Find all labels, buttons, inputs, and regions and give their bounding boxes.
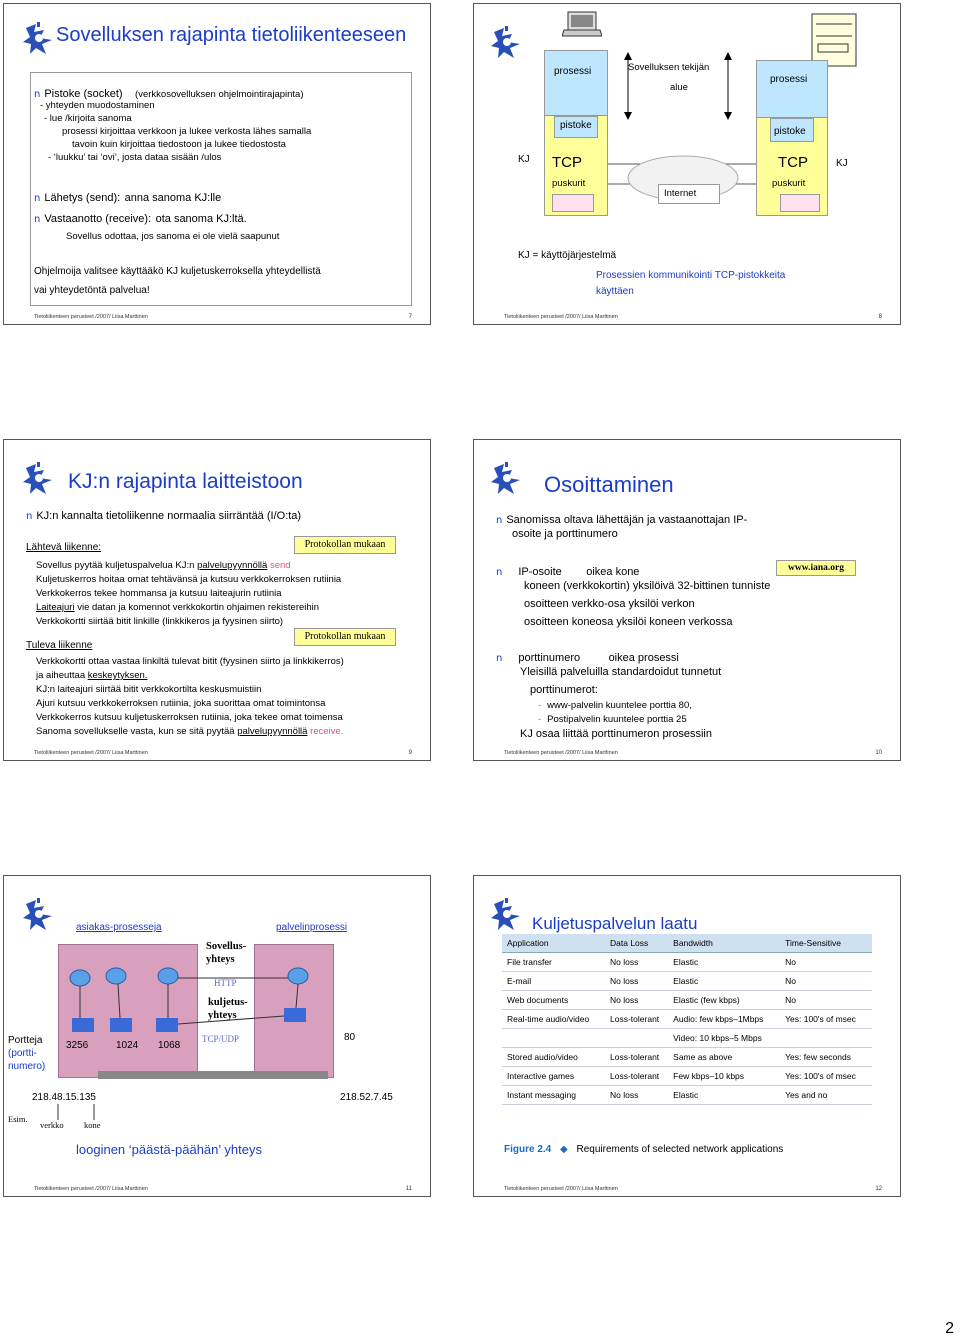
table-header-cell: Application [502,934,608,953]
laptop-icon [562,10,602,38]
figure-caption: Figure 2.4 ◆ Requirements of selected network applications [504,1144,784,1155]
transport-connection-label: kuljetus- yhteys [208,997,248,1021]
text-line: - www-palvelin kuuntelee porttia 80, [538,700,692,711]
table-cell: Yes: few seconds [783,1048,872,1067]
slide-number: 9 [408,750,412,756]
text-line: - Postipalvelin kuuntelee porttia 25 [538,714,687,725]
internet-label: Internet [664,188,697,199]
text-line: Kuljetuskerros hoitaa omat tehtävänsä ja kutsuu verkkokerroksen rutiinia [36,574,342,585]
os-definition: KJ = käyttöjärjestelmä [518,250,617,261]
example-label: Esim. [8,1114,28,1124]
http-label: HTTP [214,978,237,988]
table-cell: No [783,972,872,991]
ip-pointer-icon [38,1102,108,1122]
square-bullet-icon: n [34,89,41,100]
table-cell: Loss-tolerant [608,1010,671,1029]
university-logo-icon [490,462,524,496]
diagram-caption: Prosessien kommunikointi TCP-pistokkeita [596,270,786,281]
text-line: Verkkokerros kutsuu kuljetuskerroksen rutiinia, joka tekee omat toimensa [36,712,343,723]
table-cell: No loss [608,953,671,972]
slide-10 [473,439,901,761]
text-line: osoitteen verkko-osa yksilöi verkon [524,598,695,610]
text-line: ja aiheuttaa keskeytyksen. [36,670,148,681]
protocol-note: Protokollan mukaan [294,628,396,646]
text-line: Ajuri kutsuu verkkokerroksen rutiinia, joka suorittaa omat toimintonsa [36,698,326,709]
table-row [502,1010,872,1029]
table-header-cell: Bandwidth [671,934,783,953]
process-label: prosessi [770,74,808,85]
slide-title: Kuljetuspalvelun laatu [532,914,698,933]
table-cell: Elastic [671,953,783,972]
table-cell: Loss-tolerant [608,1048,671,1067]
client-processes-label: asiakas-prosesseja [76,922,162,933]
text-line: Sovellus pyytää kuljetuspalvelua KJ:n palvelupyynnöllä send [36,560,291,571]
square-bullet-icon: n [496,515,503,526]
square-bullet-icon: n [26,511,33,522]
square-bullet-icon: n [34,214,41,225]
table-cell: Elastic [671,1086,783,1105]
bullet-line: n porttinumero oikea prosessi [496,652,679,664]
iana-link[interactable]: www.iana.org [776,560,856,576]
square-bullet-icon: n [496,567,503,578]
table-cell: Loss-tolerant [608,1067,671,1086]
text-line: Sanoma sovellukselle vasta, kun se sitä pyytää palvelupyynnöllä receive. [36,726,344,737]
footer: Tietoliikenteen perusteet /2007/ Liisa Marttinen [504,1186,618,1192]
right-process-box [756,60,828,118]
table-cell: Yes and no [783,1086,872,1105]
university-logo-icon [22,898,56,932]
bullet-line: n Vastaanotto (receive): ota sanoma KJ:ltä. [34,213,247,225]
text-line: Verkkokortti siirtää bitit linkille (linkkikeros ja fyysinen siirto) [36,616,284,627]
tcp-label: TCP [778,154,808,171]
incoming-heading: Tuleva liikenne [26,640,93,651]
server-ip-address: 218.52.7.45 [340,1092,393,1103]
text-line: - ‘luukku’ tai ‘ovi’, josta dataa sisään /ulos [48,152,222,163]
footer: Tietoliikenteen perusteet /2007/ Liisa Marttinen [34,314,148,320]
logical-connection-label: looginen ‘päästä-päähän’ yhteys [76,1142,262,1157]
university-logo-icon [22,22,56,56]
server-process-label: palvelinprosessi [276,922,348,933]
table-cell: Elastic (few kbps) [671,991,783,1010]
table-row [502,1067,872,1086]
square-bullet-icon: n [34,193,41,204]
text-line: Sovellus odottaa, jos sanoma ei ole vielä saapunut [66,231,280,242]
table-cell: Same as above [671,1048,783,1067]
table-cell: File transfer [502,953,608,972]
slide-11 [3,875,431,1197]
text-line: osoite ja porttinumero [512,528,618,540]
client-ip-address: 218.48.15.135 [32,1092,96,1103]
port-number: 1024 [116,1040,139,1051]
os-label-right: KJ [836,158,848,169]
slide-7 [3,3,431,325]
table-cell: No loss [608,972,671,991]
tcp-label: TCP [552,154,582,171]
table-cell: Real-time audio/video [502,1010,608,1029]
socket-label: pistoke [774,126,806,137]
outgoing-heading: Lähtevä liikenne: [26,542,102,553]
host-part-label: kone [84,1120,101,1130]
text-line: Verkkokerros tekee hommansa ja kutsuu laiteajurin rutiinia [36,588,282,599]
table-cell: Yes: 100's of msec [783,1010,872,1029]
university-logo-icon [490,898,524,932]
port-number: 80 [344,1032,356,1043]
text-line: osoitteen koneosa yksilöi koneen verkossa [524,616,733,628]
bullet-line: n KJ:n kannalta tietoliikenne normaalia siirräntää (I/O:ta) [26,510,302,522]
table-header-cell: Data Loss [608,934,671,953]
slide-number: 12 [875,1186,882,1192]
text-line: KJ:n laiteajuri siirtää bitit verkkokortilta keskusmuistiin [36,684,262,695]
text-line: prosessi kirjoittaa verkkoon ja lukee verkosta lähes samalla [62,126,312,137]
slide-number: 11 [405,1186,412,1192]
university-logo-icon [490,26,524,60]
application-connection-label: Sovellus- yhteys [206,941,247,965]
table-header-cell: Time-Sensitive [783,934,872,953]
table-cell: Yes: 100's of msec [783,1067,872,1086]
table-cell: Interactive games [502,1067,608,1086]
protocol-note: Protokollan mukaan [294,536,396,554]
bullet-line: n Lähetys (send): anna sanoma KJ:lle [34,192,222,204]
slide-title: KJ:n rajapinta laitteistoon [68,470,303,493]
table-cell [502,1029,608,1048]
table-cell: Few kbps–10 kbps [671,1067,783,1086]
footer: Tietoliikenteen perusteet /2007/ Liisa Marttinen [34,750,148,756]
text-line: Ohjelmoija valitsee käyttääkö KJ kuljetuskerroksella yhteydellistä [34,266,321,277]
footer: Tietoliikenteen perusteet /2007/ Liisa Marttinen [34,1186,148,1192]
slide-title: Sovelluksen rajapinta tietoliikenteeseen [56,24,407,46]
square-bullet-icon: n [496,653,503,664]
table-row [502,991,872,1010]
slide-8 [473,3,901,325]
table-row [502,953,872,972]
process-label: prosessi [554,66,592,77]
diagram-caption: käyttäen [596,286,634,297]
network-part-label: verkko [40,1120,64,1130]
table-cell: Audio: few kbps–1Mbps [671,1010,783,1029]
table-cell: Instant messaging [502,1086,608,1105]
slide-number: 7 [408,314,412,320]
slide-title: Osoittaminen [544,472,674,497]
table-cell [783,1029,872,1048]
table-cell [608,1029,671,1048]
table-cell: Stored audio/video [502,1048,608,1067]
port-number: 1068 [158,1040,181,1051]
bullet-line: n Pistoke (socket) (verkkosovelluksen ohjelmointirajapinta) [34,88,304,100]
page-number: 2 [945,1320,954,1337]
connection-diagram [58,936,348,1086]
socket-label: pistoke [560,120,592,131]
requirements-table [502,934,872,1105]
table-cell: No [783,991,872,1010]
bullet-line: n IP-osoite oikea kone [496,566,640,578]
table-cell: No [783,953,872,972]
text-line: - yhteyden muodostaminen [40,100,155,111]
text-line: Yleisillä palveluilla standardoidut tunnetut [520,666,722,678]
table-cell: Elastic [671,972,783,991]
table-cell: No loss [608,1086,671,1105]
diamond-icon: ◆ [560,1144,568,1155]
table-row [502,972,872,991]
left-buffer-box [552,194,594,212]
university-logo-icon [22,462,56,496]
text-line: KJ osaa liittää porttinumeron prosessiin [520,728,712,740]
text-line: - lue /kirjoita sanoma [44,113,132,124]
text-line: Laiteajuri vie datan ja komennot verkkokortin ohjaimen rekistereihin [36,602,320,613]
text-line: vai yhteydetöntä palvelua! [34,285,150,296]
buffers-label: puskurit [552,178,586,189]
bullet-line: n Sanomissa oltava lähettäjän ja vastaanottajan IP- [496,514,748,526]
table-cell: E-mail [502,972,608,991]
table-cell: Video: 10 kbps–5 Mbps [671,1029,783,1048]
slide-number: 8 [878,314,882,320]
os-label-left: KJ [518,154,530,165]
text-line: koneen (verkkokortin) yksilöivä 32-bittinen tunniste [524,580,771,592]
slide-9 [3,439,431,761]
tcpudp-label: TCP/UDP [202,1034,240,1044]
port-number: 3256 [66,1040,89,1051]
text-line: Verkkokortti ottaa vastaa linkiltä tulevat bitit (fyysinen siirto ja linkkikerros) [36,656,344,667]
footer: Tietoliikenteen perusteet /2007/ Liisa Marttinen [504,750,618,756]
text-line: tavoin kuin kirjoittaa tiedostoon ja lukee tiedostosta [72,139,286,150]
slide-number: 10 [875,750,882,756]
table-row [502,1029,872,1048]
left-process-box [544,50,608,116]
ports-label: Portteja (portti- numero) [8,1035,46,1072]
right-buffer-box [780,194,820,212]
text-line: porttinumerot: [530,684,598,696]
buffers-label: puskurit [772,178,806,189]
developer-area-label: Sovelluksen tekijän [628,62,710,73]
footer: Tietoliikenteen perusteet /2007/ Liisa Marttinen [504,314,618,320]
table-row [502,1086,872,1105]
slide-12 [473,875,901,1197]
table-row [502,1048,872,1067]
area-arrow-icon [624,52,734,122]
developer-area-label: alue [670,82,688,93]
table-cell: No loss [608,991,671,1010]
table-cell: Web documents [502,991,608,1010]
